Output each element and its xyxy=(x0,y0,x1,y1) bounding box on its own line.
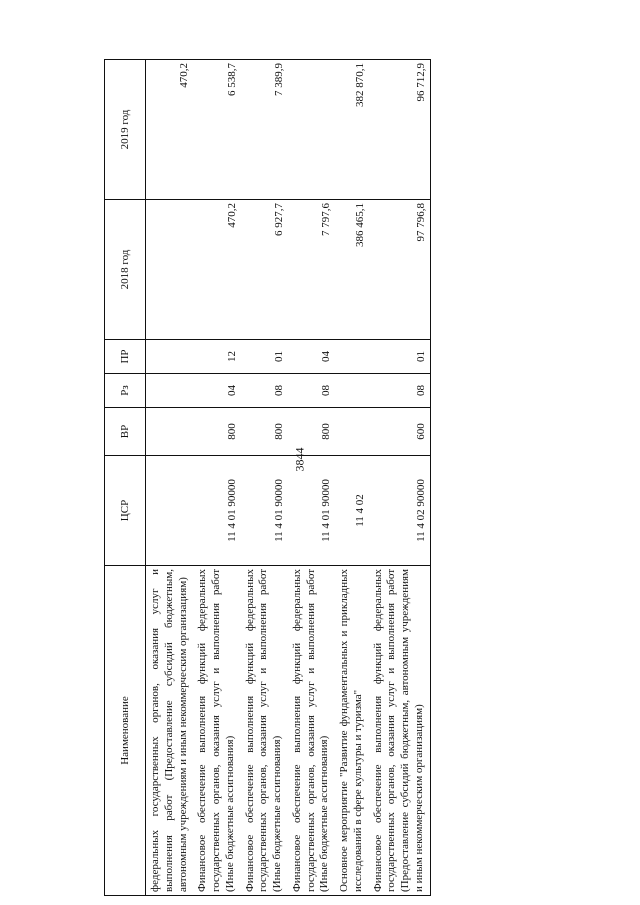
row-vr xyxy=(335,408,369,456)
row-csr xyxy=(146,456,194,566)
table-row xyxy=(146,60,194,896)
row-name: Финансовое обеспечение выполнения функций федеральных государственных органов, оказания услуг и выполнения работ (Предоставление субсидий бюджетным, автономным учреждениям и иным некоммерческим организациям) xyxy=(369,566,431,896)
row-vr: 800 xyxy=(288,408,335,456)
row-name: Финансовое обеспечение выполнения функций федеральных государственных органов, оказания услуг и выполнения работ (Иные бюджетные ассигнования) xyxy=(241,566,288,896)
row-vr: 600 xyxy=(369,408,431,456)
row-rz: 08 xyxy=(369,374,431,408)
row-2018: 7 797,6 xyxy=(288,200,335,340)
header-row xyxy=(105,60,146,896)
row-csr: 11 4 01 90000 xyxy=(193,456,240,566)
row-2018 xyxy=(146,200,194,340)
row-name: Финансовое обеспечение выполнения функций федеральных государственных органов, оказания услуг и выполнения работ (Иные бюджетные ассигнования) xyxy=(193,566,240,896)
table-row xyxy=(241,60,288,896)
table-row xyxy=(335,60,369,896)
row-2019: 470,2 xyxy=(146,60,194,200)
table-row xyxy=(193,60,240,896)
row-csr: 11 4 02 xyxy=(335,456,369,566)
row-name: Основное мероприятие "Развитие фундаментальных и прикладных исследований в сфере культуры и туризма" xyxy=(335,566,369,896)
col-name-header: Наименование xyxy=(105,566,146,896)
budget-table xyxy=(104,60,598,896)
row-rz: 08 xyxy=(241,374,288,408)
row-vr: 800 xyxy=(241,408,288,456)
col-vr-header: ВР xyxy=(105,408,146,456)
col-pr-header: ПР xyxy=(105,340,146,374)
row-csr: 11 4 01 90000 xyxy=(288,456,335,566)
table-row xyxy=(369,60,431,896)
row-vr xyxy=(146,408,194,456)
col-csr-header: ЦСР xyxy=(105,456,146,566)
row-2019: 382 870,1 xyxy=(335,60,369,200)
row-name: федеральных государственных органов, оказания услуг и выполнения работ (Предоставление субсидий бюджетным, автономным учреждениям и иным некоммерческим организациям) xyxy=(146,566,194,896)
row-pr: 01 xyxy=(369,340,431,374)
row-rz: 08 xyxy=(288,374,335,408)
col-rz-header: Рз xyxy=(105,374,146,408)
row-2019: 7 389,9 xyxy=(241,60,288,200)
row-2018: 470,2 xyxy=(193,200,240,340)
row-pr xyxy=(146,340,194,374)
table-row xyxy=(288,60,335,896)
row-2019: 6 538,7 xyxy=(193,60,240,200)
row-2018: 386 465,1 xyxy=(335,200,369,340)
row-pr: 12 xyxy=(193,340,240,374)
col-2018-header: 2018 год xyxy=(105,200,146,340)
row-vr: 800 xyxy=(193,408,240,456)
row-csr: 11 4 02 90000 xyxy=(369,456,431,566)
row-pr: 01 xyxy=(241,340,288,374)
row-2019: 96 712,9 xyxy=(369,60,431,200)
row-pr xyxy=(335,340,369,374)
row-rz xyxy=(335,374,369,408)
row-2019 xyxy=(288,60,335,200)
row-csr: 11 4 01 90000 xyxy=(241,456,288,566)
row-rz: 04 xyxy=(193,374,240,408)
row-rz xyxy=(146,374,194,408)
col-2019-header: 2019 год xyxy=(105,60,146,200)
row-name: Финансовое обеспечение выполнения функций федеральных государственных органов, оказания услуг и выполнения работ (Иные бюджетные ассигнования) xyxy=(288,566,335,896)
page-number: 3844 xyxy=(292,447,307,472)
row-2018: 97 796,8 xyxy=(369,200,431,340)
row-pr: 04 xyxy=(288,340,335,374)
row-2018: 6 927,7 xyxy=(241,200,288,340)
